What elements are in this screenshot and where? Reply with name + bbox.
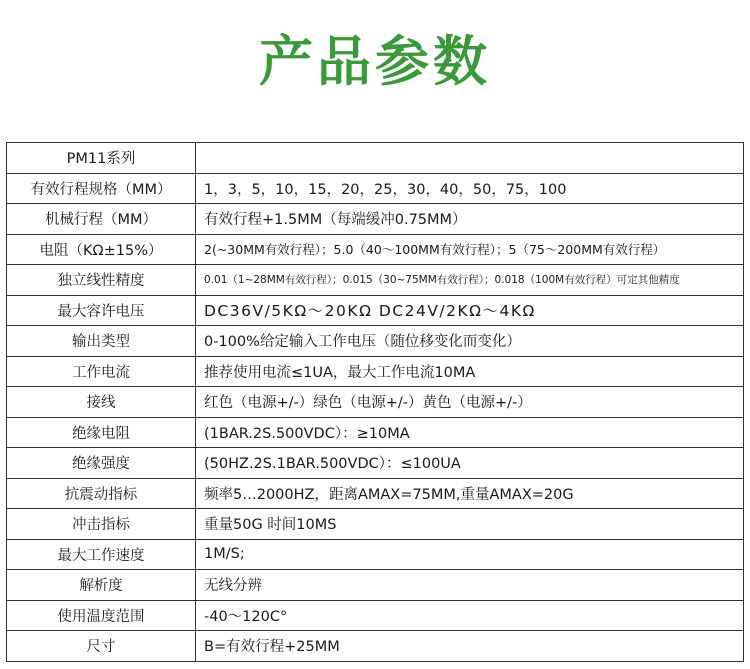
row-label: 有效行程规格（MM） — [7, 173, 196, 204]
row-label: 最大容许电压 — [7, 295, 196, 326]
table-row — [7, 448, 744, 479]
table-row — [7, 539, 744, 570]
table-row — [7, 387, 744, 418]
page-title: 产品参数 — [259, 30, 491, 93]
table-row — [7, 417, 744, 448]
row-value: 无线分辨 — [196, 570, 744, 601]
row-label: 抗震动指标 — [7, 478, 196, 509]
row-label: 解析度 — [7, 570, 196, 601]
row-label: 冲击指标 — [7, 509, 196, 540]
table-row — [7, 326, 744, 357]
table-row — [7, 265, 744, 296]
row-value: (1BAR.2S.500VDC）：≥10MA — [196, 417, 744, 448]
table-row — [7, 356, 744, 387]
row-value — [196, 143, 744, 174]
row-value: 推荐使用电流≤1UA，最大工作电流10MA — [196, 356, 744, 387]
row-label: 使用温度范围 — [7, 600, 196, 631]
row-value: 0-100%给定输入工作电压（随位移变化而变化） — [196, 326, 744, 357]
row-value: (50HZ.2S.1BAR.500VDC）：≤100UA — [196, 448, 744, 479]
row-label: 输出类型 — [7, 326, 196, 357]
row-label: 最大工作速度 — [7, 539, 196, 570]
row-value: 1M/S; — [196, 539, 744, 570]
table-row — [7, 631, 744, 662]
table-row — [7, 204, 744, 235]
row-value: 红色（电源+/-）绿色（电源+/-）黄色（电源+/-） — [196, 387, 744, 418]
table-row — [7, 600, 744, 631]
table-row — [7, 173, 744, 204]
row-value: 0.01（1~28MM有效行程）；0.015（30~75MM有效行程）；0.018（100M有效行程）可定其他精度 — [196, 265, 744, 296]
spec-table — [6, 142, 744, 662]
row-label: 工作电流 — [7, 356, 196, 387]
table-row — [7, 509, 744, 540]
table-row — [7, 234, 744, 265]
table-row — [7, 570, 744, 601]
row-value: 重量50G 时间10MS — [196, 509, 744, 540]
row-label: 尺寸 — [7, 631, 196, 662]
row-label: 机械行程（MM） — [7, 204, 196, 235]
table-row — [7, 295, 744, 326]
row-value: 1，3，5，10，15，20，25，30，40，50，75，100 — [196, 173, 744, 204]
row-value: DC36V/5KΩ～20KΩ DC24V/2KΩ～4KΩ — [196, 295, 744, 326]
row-value: -40～120C° — [196, 600, 744, 631]
row-value: 频率5…2000HZ，距离AMAX=75MM,重量AMAX=20G — [196, 478, 744, 509]
row-label: 绝缘强度 — [7, 448, 196, 479]
row-label: 电阻（KΩ±15%） — [7, 234, 196, 265]
table-row — [7, 143, 744, 174]
row-value: 有效行程+1.5MM（每端缓冲0.75MM） — [196, 204, 744, 235]
row-label: 接线 — [7, 387, 196, 418]
row-label: 独立线性精度 — [7, 265, 196, 296]
row-label: 绝缘电阻 — [7, 417, 196, 448]
row-value: B=有效行程+25MM — [196, 631, 744, 662]
row-label: PM11系列 — [7, 143, 196, 174]
row-value: 2(~30MM有效行程）；5.0（40～100MM有效行程）；5（75～200MM有效行程） — [196, 234, 744, 265]
table-row — [7, 478, 744, 509]
